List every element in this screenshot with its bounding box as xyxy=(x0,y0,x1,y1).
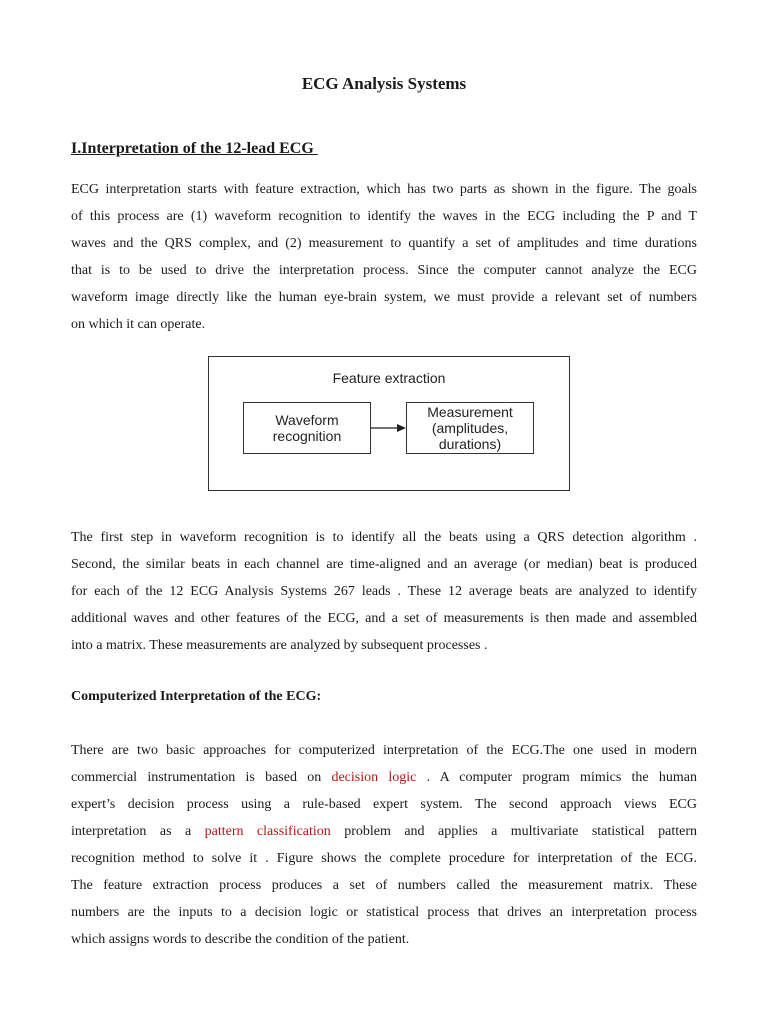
waveform-recognition-box xyxy=(243,402,371,454)
text-line: additional waves and other features of the ECG, and a set of measurements is then made and assembled xyxy=(71,611,697,626)
pattern-classification-link[interactable]: pattern classification xyxy=(204,824,331,839)
text-segment: . A computer program mimics the human xyxy=(416,770,697,785)
text-line: There are two basic approaches for computerized interpretation of the ECG.The one used in modern xyxy=(71,743,697,758)
section-heading-interpretation: I.Interpretation of the 12-lead ECG xyxy=(71,140,318,157)
paragraph-computerized-interpretation xyxy=(71,737,697,953)
text-line: The first step in waveform recognition is to identify all the beats using a QRS detection algorithm . xyxy=(71,530,697,545)
text-line: waveform image directly like the human eye-brain system, we must provide a relevant set of numbers xyxy=(71,290,697,305)
arrow-right-icon xyxy=(371,421,407,435)
section-heading-computerized: Computerized Interpretation of the ECG: xyxy=(71,689,322,704)
text-line: for each of the 12 ECG Analysis Systems 267 leads . These 12 average beats are analyzed to identify xyxy=(71,584,697,599)
text-segment: commercial instrumentation is based on xyxy=(71,770,332,785)
page-title: ECG Analysis Systems xyxy=(301,74,467,93)
box-label: Waveform xyxy=(275,412,339,428)
text-line: that is to be used to drive the interpretation process. Since the computer cannot analyze the ECG xyxy=(71,263,697,278)
text-line: expert’s decision process using a rule-based expert system. The second approach views ECG xyxy=(71,797,697,812)
text-segment: interpretation as a xyxy=(71,824,205,839)
box-label: Measurement xyxy=(427,404,513,420)
text-line: The feature extraction process produces a set of numbers called the measurement matrix. These xyxy=(71,878,697,893)
feature-extraction-figure xyxy=(208,356,570,491)
text-line: into a matrix. These measurements are analyzed by subsequent processes . xyxy=(71,638,488,653)
measurement-box xyxy=(406,402,534,454)
text-line: recognition method to solve it . Figure shows the complete procedure for interpretation of the ECG. xyxy=(71,851,697,866)
text-segment: problem and applies a multivariate statistical pattern xyxy=(330,824,698,839)
paragraph-feature-extraction xyxy=(71,176,697,338)
text-line: Second, the similar beats in each channel are time-aligned and an average (or median) beat is produced xyxy=(71,557,697,572)
box-label: (amplitudes, xyxy=(431,420,509,436)
box-label: durations) xyxy=(438,436,502,452)
figure-title: Feature extraction xyxy=(332,370,446,386)
text-line: waves and the QRS complex, and (2) measurement to quantify a set of amplitudes and time durations xyxy=(71,236,697,251)
text-line xyxy=(71,764,697,791)
text-line xyxy=(71,818,697,845)
paragraph-waveform-recognition xyxy=(71,524,697,659)
text-line: on which it can operate. xyxy=(71,317,206,332)
text-line: numbers are the inputs to a decision logic or statistical process that drives an interpretation process xyxy=(71,905,697,920)
box-label: recognition xyxy=(272,428,342,444)
text-line: of this process are (1) waveform recognition to identify the waves in the ECG including the P and T xyxy=(71,209,697,224)
text-line: which assigns words to describe the condition of the patient. xyxy=(71,932,410,947)
text-line: ECG interpretation starts with feature extraction, which has two parts as shown in the figure. The goals xyxy=(71,182,697,197)
decision-logic-link[interactable]: decision logic xyxy=(331,770,417,785)
